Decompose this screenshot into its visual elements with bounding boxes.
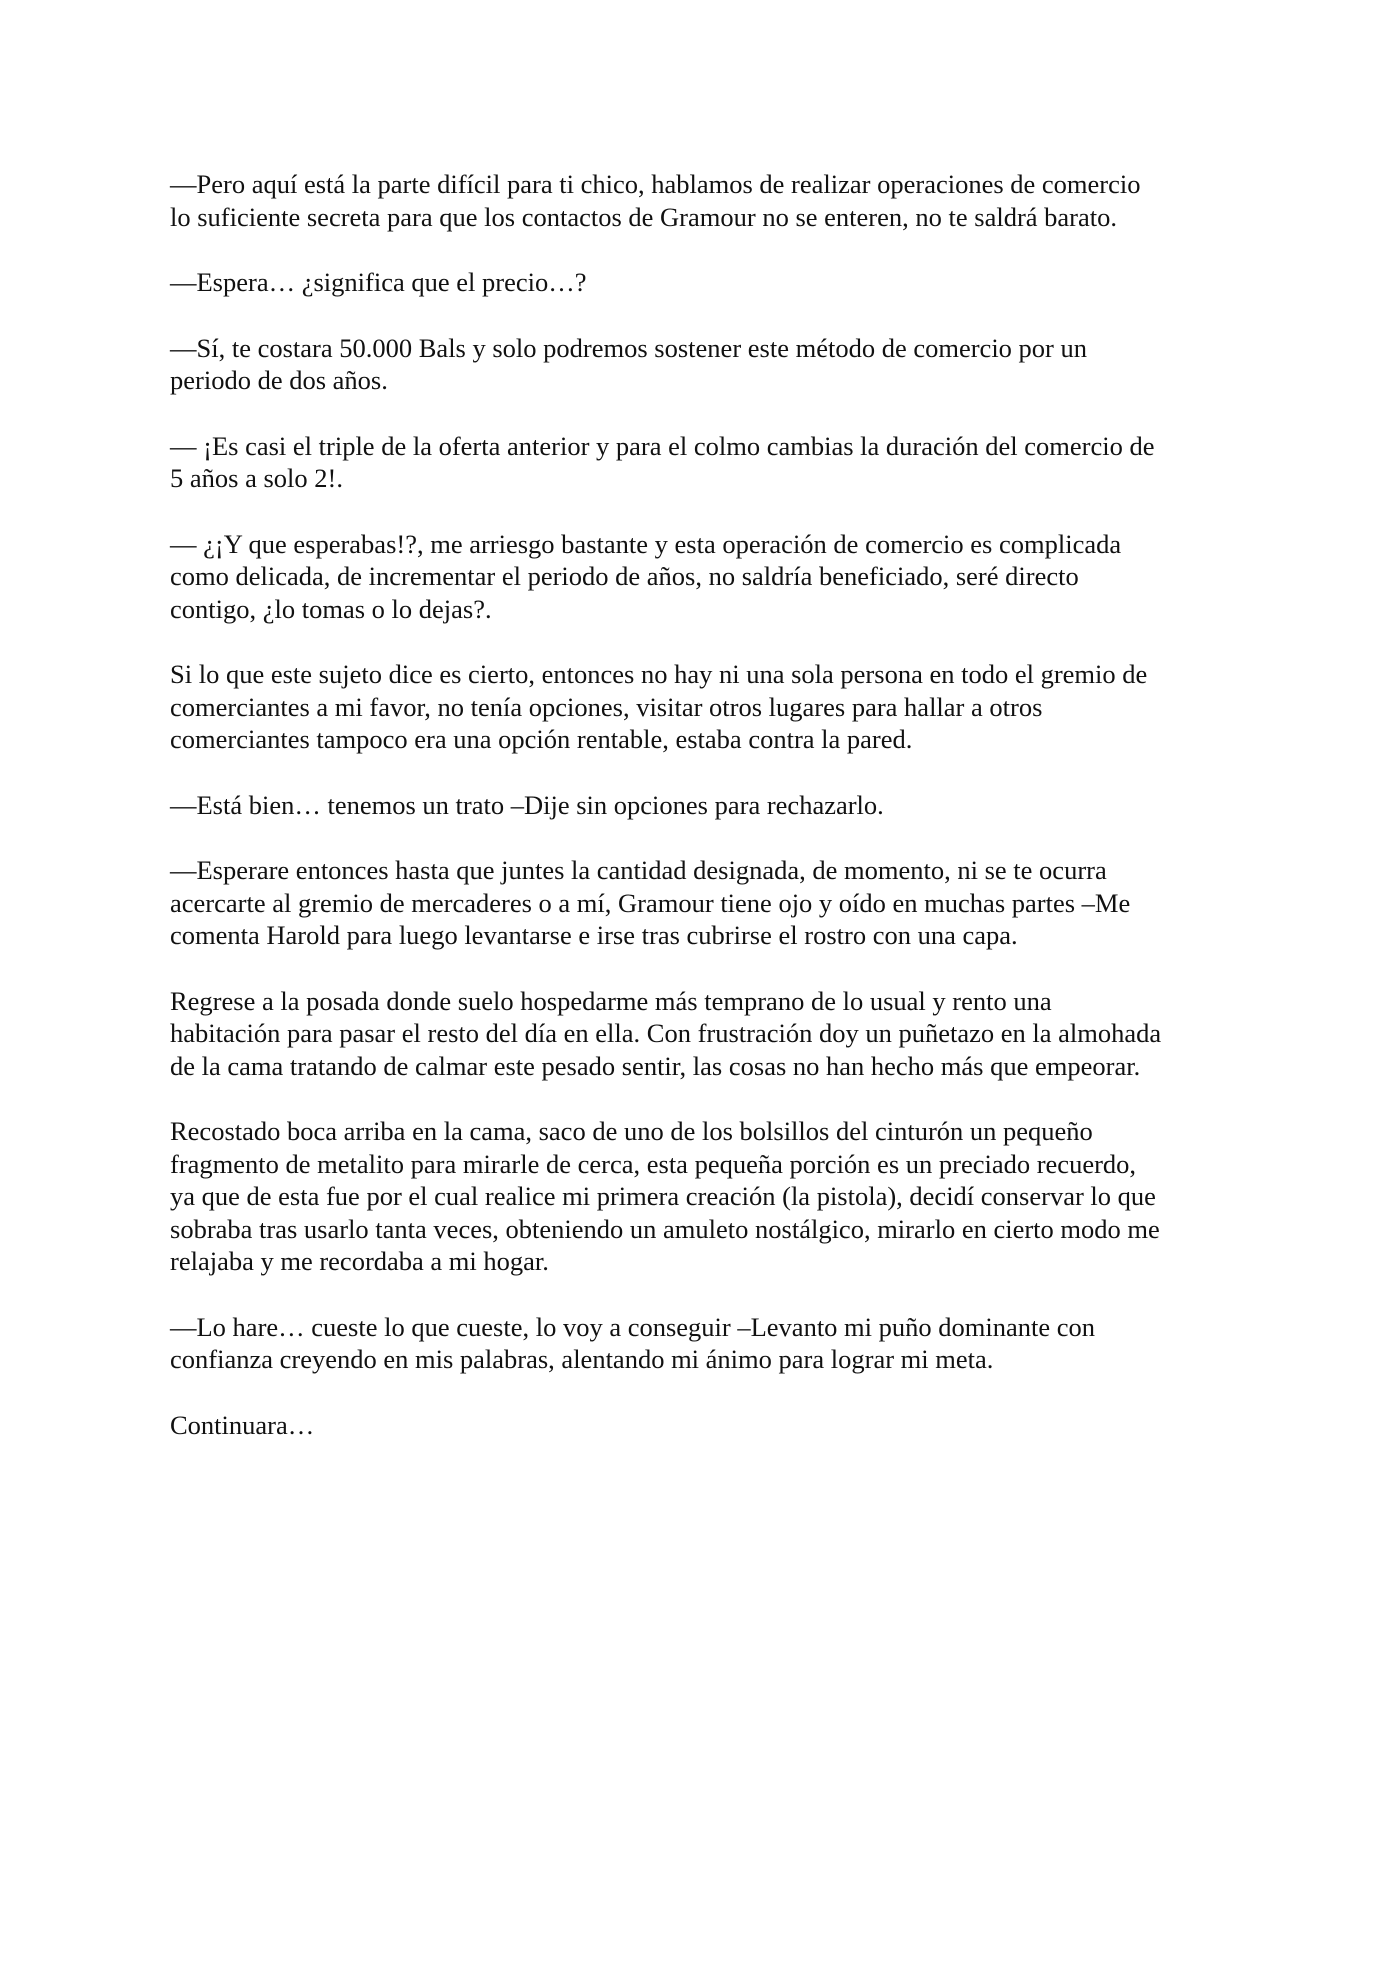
paragraph: — ¡Es casi el triple de la oferta anterior y para el colmo cambias la duración del comercio de 5 años a solo 2!. — [170, 430, 1155, 493]
paragraph: Recostado boca arriba en la cama, saco de uno de los bolsillos del cinturón un pequeño fragmento de metalito para mirarle de cerca, esta pequeña porción es un preciado recuerdo, ya que de esta fue por el cual realice mi primera creación (la pistola), decidí conservar lo que sobraba tras usarlo tanta veces, obteniendo un amuleto nostálgico, mirarlo en cierto modo me relajaba y me recordaba a mi hogar. — [170, 1116, 1160, 1276]
document-body — [170, 168, 1240, 1474]
paragraph: —Sí, te costara 50.000 Bals y solo podremos sostener este método de comercio por un periodo de dos años. — [170, 332, 1088, 395]
paragraph: — ¿¡Y que esperabas!?, me arriesgo bastante y esta operación de comercio es complicada como delicada, de incrementar el periodo de años, no saldría beneficiado, seré directo contigo, ¿lo tomas o lo dejas?. — [170, 528, 1122, 624]
paragraph: —Lo hare… cueste lo que cueste, lo voy a conseguir –Levanto mi puño dominante con confianza creyendo en mis palabras, alentando mi ánimo para lograr mi meta. — [170, 1311, 1096, 1374]
closing-line: Continuara… — [170, 1409, 315, 1440]
paragraph: —Esperare entonces hasta que juntes la cantidad designada, de momento, ni se te ocurra acercarte al gremio de mercaderes o a mí, Gramour tiene ojo y oído en muchas partes –Me comenta Harold para luego levantarse e irse tras cubrirse el rostro con una capa. — [170, 855, 1131, 950]
paragraph: Si lo que este sujeto dice es cierto, entonces no hay ni una sola persona en todo el gremio de comerciantes a mi favor, no tenía opciones, visitar otros lugares para hallar a otros comerciantes tampoco era una opción rentable, estaba contra la pared. — [170, 659, 1148, 754]
paragraph: —Está bien… tenemos un trato –Dije sin opciones para rechazarlo. — [170, 789, 884, 820]
paragraph: Regrese a la posada donde suelo hospedarme más temprano de lo usual y rento una habitación para pasar el resto del día en ella. Con frustración doy un puñetazo en la almohada de la cama tratando de calmar este pesado sentir, las cosas no han hecho más que empeorar. — [170, 985, 1162, 1081]
paragraph: —Pero aquí está la parte difícil para ti chico, hablamos de realizar operaciones de comercio lo suficiente secreta para que los contactos de Gramour no se enteren, no te saldrá barato. — [170, 169, 1141, 232]
paragraph: —Espera… ¿significa que el precio…? — [170, 267, 587, 297]
